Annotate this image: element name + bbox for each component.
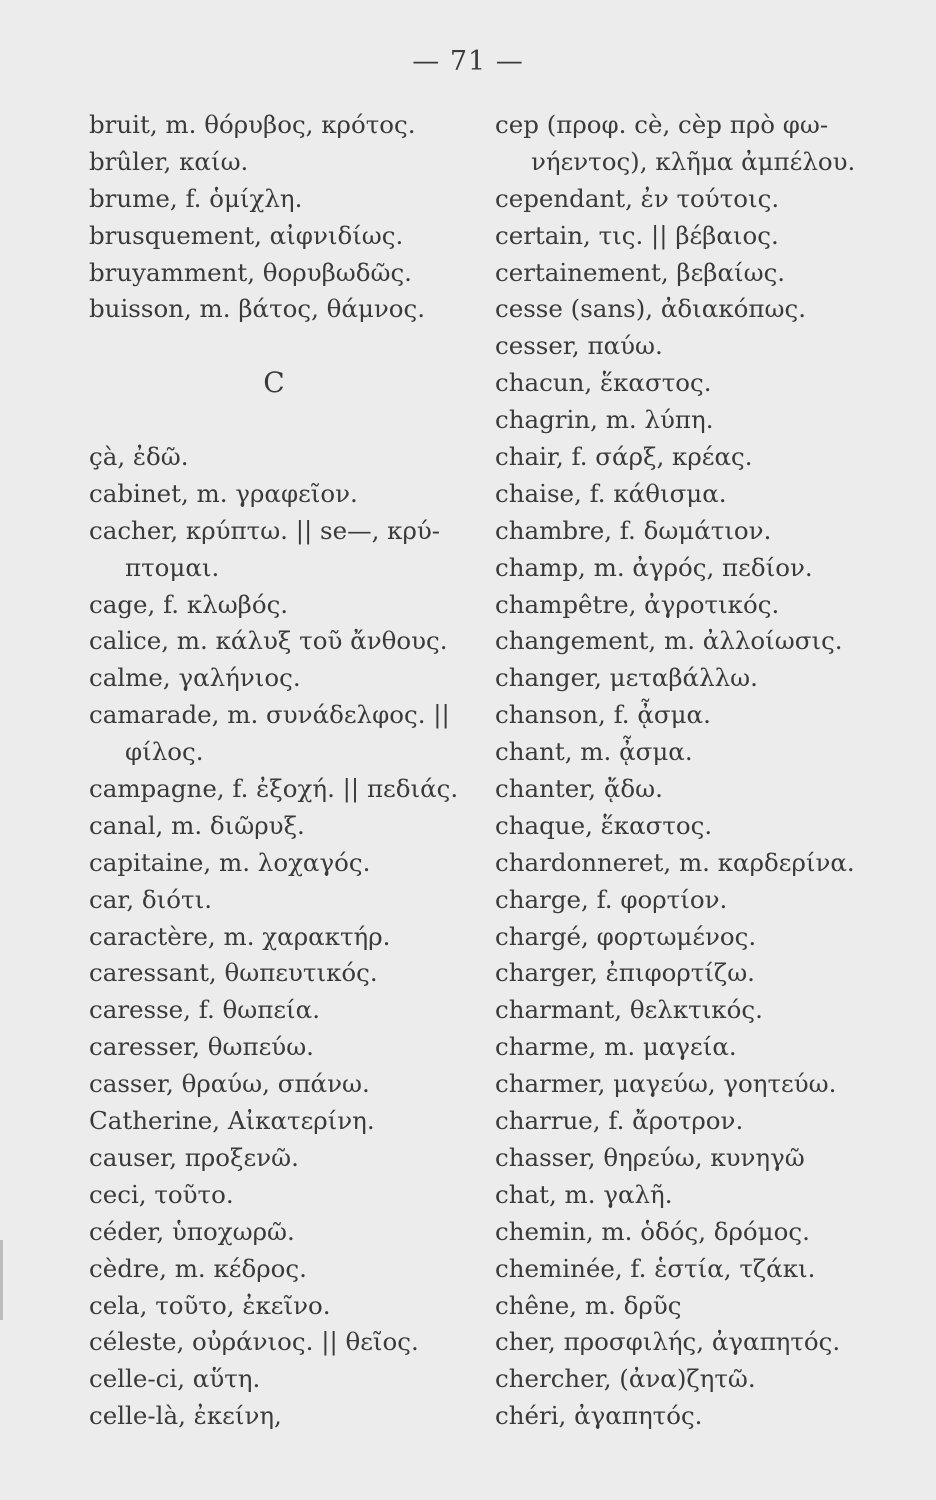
page-edge-mark: [0, 1240, 3, 1320]
spacer: [89, 402, 489, 439]
entry-charge-adj: chargé, φορτωμένος.: [495, 921, 757, 951]
entry-chat: chat, m. γαλῆ.: [495, 1179, 673, 1209]
entry-cabinet: cabinet, m. γραφεῖον.: [89, 478, 358, 508]
entry-champetre: champêtre, ἀγροτικός.: [495, 589, 780, 619]
section-heading-c: C: [263, 366, 285, 400]
entry-chacun: chacun, ἕκαστος.: [495, 368, 712, 398]
entry-chasser: chasser, θηρεύω, κυνηγῶ: [495, 1142, 805, 1172]
entry-chant: chant, m. ᾆσμα.: [495, 737, 693, 767]
entry-camarade-cont: φίλος.: [125, 737, 204, 767]
entry-cep-cont: νήεντος), κλῆμα ἀμπέλου.: [531, 146, 856, 176]
entry-caresser: caresser, θωπεύω.: [89, 1032, 314, 1062]
entry-cheri: chéri, ἀγαπητός.: [495, 1401, 703, 1431]
spacer: [89, 328, 489, 365]
entry-cage: cage, f. κλωβός.: [89, 589, 289, 619]
entry-changer: changer, μεταβάλλω.: [495, 663, 758, 693]
entry-chemin: chemin, m. ὁδός, δρόμος.: [495, 1216, 810, 1246]
entry-cep: cep (προφ. cè, cèp πρὸ φω-: [495, 110, 829, 139]
entry-cela: cela, τοῦτο, ἐκεῖνο.: [89, 1290, 331, 1320]
entry-bruler: brûler, καίω.: [89, 146, 249, 176]
entry-chene: chêne, m. δρῦς: [495, 1290, 682, 1320]
entry-charrue: charrue, f. ἄροτρον.: [495, 1106, 744, 1136]
entry-certain: certain, τις. || βέβαιος.: [495, 220, 779, 250]
entry-cesse: cesse (sans), ἀδιακόπως.: [495, 294, 806, 324]
entry-champ: champ, m. ἀγρός, πεδίον.: [495, 552, 813, 582]
entry-ceder: céder, ὑποχωρῶ.: [89, 1216, 295, 1246]
entry-campagne: campagne, f. ἐξοχή. || πεδιάς.: [89, 774, 459, 804]
entry-buisson: buisson, m. βάτος, θάμνος.: [89, 294, 426, 324]
entry-ca: çà, ἐδῶ.: [89, 442, 189, 472]
entry-catherine: Catherine, Αἰκατερίνη.: [89, 1106, 375, 1136]
entry-charge: charge, f. φορτίον.: [495, 884, 728, 914]
right-column: [495, 107, 895, 1435]
entry-casser: casser, θραύω, σπάνω.: [89, 1069, 370, 1099]
entry-car: car, διότι.: [89, 884, 212, 914]
entry-cesser: cesser, παύω.: [495, 331, 663, 361]
entry-cependant: cependant, ἐν τούτοις.: [495, 183, 780, 213]
entry-cacher-cont: πτομαι.: [125, 552, 220, 582]
entry-caresse: caresse, f. θωπεία.: [89, 995, 320, 1025]
entry-cher: cher, προσφιλής, ἀγαπητός.: [495, 1327, 841, 1357]
entry-charmer: charmer, μαγεύω, γοητεύω.: [495, 1069, 837, 1099]
entry-chanter: chanter, ᾄδω.: [495, 774, 663, 804]
entry-causer: causer, προξενῶ.: [89, 1142, 299, 1172]
entry-brume: brume, f. ὁμίχλη.: [89, 183, 303, 213]
entry-capitaine: capitaine, m. λοχαγός.: [89, 847, 371, 877]
entry-camarade: camarade, m. συνάδελφος. ||: [89, 700, 450, 730]
entry-brusquement: brusquement, αἰφνιδίως.: [89, 220, 404, 250]
entry-canal: canal, m. διῶρυξ.: [89, 810, 305, 840]
entry-caractere: caractère, m. χαρακτήρ.: [89, 921, 391, 951]
entry-changement: changement, m. ἀλλοίωσις.: [495, 626, 843, 656]
entry-ceci: ceci, τοῦτο.: [89, 1179, 234, 1209]
page-number: — 71 —: [412, 46, 524, 77]
entry-celle-la: celle-là, ἐκείνη,: [89, 1401, 282, 1431]
entry-chambre: chambre, f. δωμάτιον.: [495, 515, 772, 545]
entry-charme: charme, m. μαγεία.: [495, 1032, 737, 1062]
entry-celle-ci: celle-ci, αὕτη.: [89, 1364, 261, 1394]
entry-certainement: certainement, βεβαίως.: [495, 257, 786, 287]
entry-bruyamment: bruyamment, θορυβωδῶς.: [89, 257, 412, 287]
entry-cacher: cacher, κρύπτω. || se—, κρύ-: [89, 515, 441, 545]
entry-charmant: charmant, θελκτικός.: [495, 995, 763, 1025]
entry-chanson: chanson, f. ᾆσμα.: [495, 700, 711, 730]
entry-charger: charger, ἐπιφορτίζω.: [495, 958, 755, 988]
left-column: [89, 107, 489, 1435]
entry-chercher: chercher, (ἀνα)ζητῶ.: [495, 1364, 756, 1394]
entry-chaque: chaque, ἕκαστος.: [495, 810, 713, 840]
entry-calice: calice, m. κάλυξ τοῦ ἄνθους.: [89, 626, 448, 656]
entry-caressant: caressant, θωπευτικός.: [89, 958, 378, 988]
entry-chaise: chaise, f. κάθισμα.: [495, 478, 727, 508]
entry-calme: calme, γαλήνιος.: [89, 663, 301, 693]
entry-chair: chair, f. σάρξ, κρέας.: [495, 442, 753, 472]
entry-cheminee: cheminée, f. ἑστία, τζάκι.: [495, 1253, 816, 1283]
entry-chagrin: chagrin, m. λύπη.: [495, 405, 714, 435]
entry-bruit: bruit, m. θόρυβος, κρότος.: [89, 110, 416, 139]
entry-cedre: cèdre, m. κέδρος.: [89, 1253, 307, 1283]
entry-celeste: céleste, οὐράνιος. || θεῖος.: [89, 1327, 419, 1357]
entry-chardonneret: chardonneret, m. καρδερίνα.: [495, 847, 855, 877]
